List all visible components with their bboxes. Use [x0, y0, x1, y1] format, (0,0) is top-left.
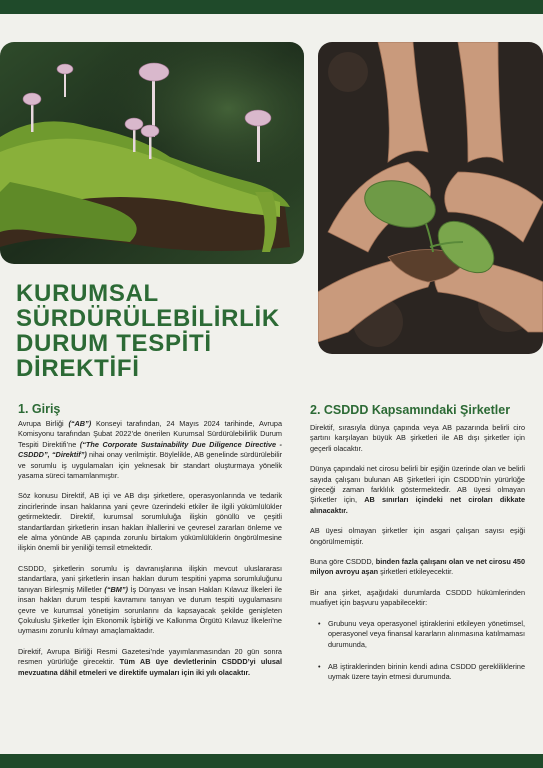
- bottom-band: [0, 754, 543, 768]
- section-2-paragraph-5: Bir ana şirket, aşağıdaki durumlarda CSDDD hükümlerinden muafiyet için başvuru yapabilecektir:: [310, 587, 525, 608]
- section-2-heading: 2. CSDDD Kapsamındaki Şirketler: [310, 403, 511, 417]
- section-2-paragraph-4: Buna göre CSDDD, binden fazla çalışanı olan ve net cirosu 450 milyon avroyu aşan şirketleri etkileyecektir.: [310, 557, 526, 577]
- list-item: • Grubunu veya operasyonel iştiraklerini etkileyen yönetimsel, operasyonel veya finansal kararların alınmasına katılmaması durumunda,: [320, 619, 525, 650]
- section-1-heading: 1. Giriş: [18, 402, 61, 416]
- top-band: [0, 0, 543, 14]
- section-1-paragraph-2: Söz konusu Direktif, AB içi ve AB dışı şirketlere, operasyonlarında ve tedarik zincirlerinde insan haklarına yani çevre üzerindeki etkiler ile ilgili yükümlülükler getirmektedir. Direktif, kurumsal sorumluluğa ilişkin gönüllü ve çeşitli standartlardan şirketlerin insan hakları ihlallerini ve çevresel zararları önleme ve ele alma yönünde AB çapında zorunlu birtakım yükümlülüklerin öngörülmesine ilişkin önemli bir yeniliği temsil etmektedir.: [18, 491, 282, 553]
- moss-mushrooms-photo: [0, 42, 304, 264]
- exemption-list: [310, 619, 525, 683]
- section-2-body: [310, 423, 525, 695]
- section-1-body: [18, 419, 282, 688]
- section-2-paragraph-3: AB üyesi olmayan şirketler için asgari çalışan sayısı eşiği öngörülmemiştir.: [310, 526, 525, 546]
- section-1-paragraph-3: CSDDD, şirketlerin sorumlu iş davranışlarına ilişkin mevcut uluslararası standartlara, yani şirketlerin insan hakları durum tespitini yapma sorumluluğunu tanıyan Birleşmiş Milletler (“BM”) İş Dünyası ve İnsan Hakları Kılavuz İlkeleri ile insan hakları durum tespiti kavramını tanıyan ve durum tespiti uygulamasını çevre ve kurumsal yönetişim sorunlarını da kapsayacak şekilde genişleten Çokuluslu Şirketler İçin Ekonomik İşbirliği ve Kalkınma Örgütü Kılavuz İlkeleri’ne uymasını zorunlu kılmayı amaçlamaktadır.: [18, 563, 282, 636]
- section-2-paragraph-1: Direktif, sırasıyla dünya çapında veya AB pazarında belirli ciro şartını karşılayan büyük AB şirketleri ile AB dışı şirketler için geçerli olacaktır.: [310, 423, 525, 453]
- hands-holding-seedling-photo: [318, 42, 543, 354]
- section-1-paragraph-1: Avrupa Birliği (“AB”) Konseyi tarafından, 24 Mayıs 2024 tarihinde, Avrupa Komisyonu tarafından Şubat 2022’de önerilen Kurumsal Sürdürülebilirlik Durum Tespiti Direktifi’ne (“The Corporate Sustainability Due Diligence Directive - CSDDD”, “Direktif”) nihai onay verilmiştir. Böylelikle, AB genelinde sürdürülebilir ve sorumlu iş uygulamaları için yeknesak bir standart oluşturmaya yönelik yasama süreci tamamlanmıştır.: [18, 419, 283, 481]
- section-1-paragraph-4: Direktif, Avrupa Birliği Resmi Gazetesi’nde yayımlanmasından 20 gün sonra resmen yürürlüğe girecektir. Tüm AB üye devletlerinin CSDDD’yi ulusal mevzuatına dâhil etmeleri ve direktife uymaları için iki yılı olacaktır.: [18, 646, 282, 677]
- list-item: • AB iştiraklerinden birinin kendi adına CSDDD gerekliliklerine uymak üzere tayin etmesi durumunda.: [320, 662, 525, 683]
- document-title: KURUMSAL SÜRDÜRÜLEBİLİRLİK DURUM TESPİTİ DİREKTİFİ: [16, 280, 280, 382]
- section-2-paragraph-2: Dünya çapındaki net cirosu belirli bir eşiğin üzerinde olan ve belirli sayıda çalışanı bulunan AB Şirketleri için CSDDD’nin yürürlüğe gireceği zaman farklılık göstermektedir. AB üyesi olmayan Şirketler için, AB sınırları içindeki net ciroları dikkate alınacaktır.: [310, 464, 526, 515]
